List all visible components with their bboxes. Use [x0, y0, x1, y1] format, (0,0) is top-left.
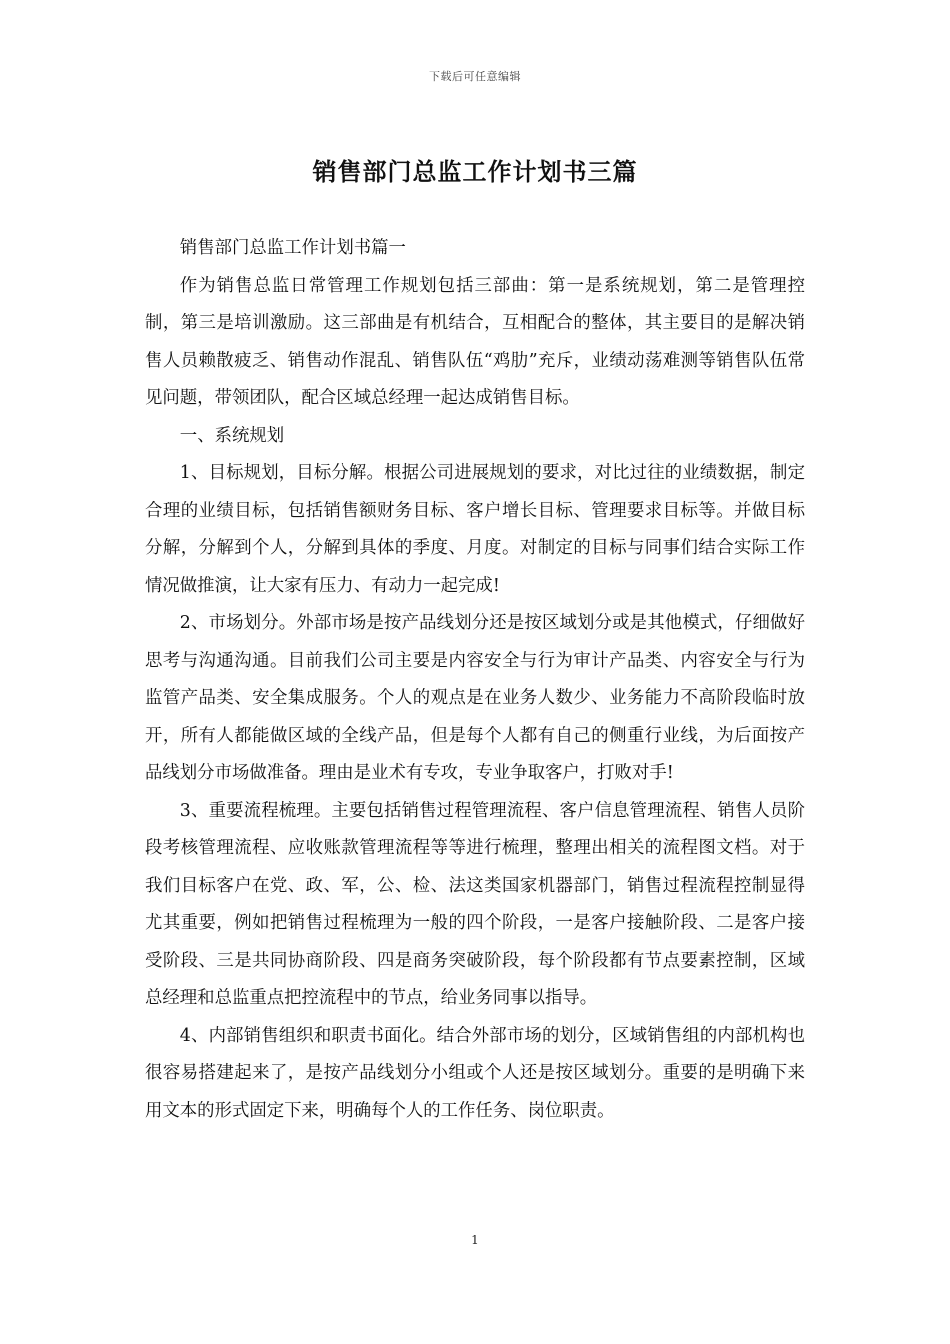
paragraph-process-review: 3、重要流程梳理。主要包括销售过程管理流程、客户信息管理流程、销售人员阶段考核管理流程、应收账款管理流程等等进行梳理，整理出相关的流程图文档。对于我们目标客户在党、政、军，公、检、法这类国家机器部门，销售过程流程控制显得尤其重要，例如把销售过程梳理为一般的四个阶段，一是客户接触阶段、二是客户接受阶段、三是共同协商阶段、四是商务突破阶段，每个阶段都有节点要素控制，区域总经理和总监重点把控流程中的节点，给业务同事以指导。 — [145, 800, 805, 1008]
section-heading-part-one: 销售部门总监工作计划书篇一 — [179, 238, 406, 258]
document-title: 销售部门总监工作计划书三篇 — [312, 157, 638, 186]
paragraph-goal-planning: 1、目标规划，目标分解。根据公司进展规划的要求，对比过往的业绩数据，制定合理的业绩目标，包括销售额财务目标、客户增长目标、管理要求目标等。并做目标分解，分解到个人，分解到具体的季度、月度。对制定的目标与同事们结合实际工作情况做推演，让大家有压力、有动力一起完成! — [145, 463, 805, 596]
header-note: 下载后可任意编辑 — [429, 70, 521, 83]
section-heading-system-planning: 一、系统规划 — [179, 425, 285, 446]
paragraph-intro: 作为销售总监日常管理工作规划包括三部曲：第一是系统规划，第二是管理控制，第三是培训激励。这三部曲是有机结合，互相配合的整体，其主要目的是解决销售人员赖散疲乏、销售动作混乱、销售队伍“鸡肋”充斥，业绩动荡难测等销售队伍常见问题，带领团队，配合区域总经理一起达成销售目标。 — [145, 275, 805, 408]
page-number: 1 — [471, 1233, 479, 1247]
paragraph-internal-organization: 4、内部销售组织和职责书面化。结合外部市场的划分，区域销售组的内部机构也很容易搭建起来了，是按产品线划分小组或个人还是按区域划分。重要的是明确下来用文本的形式固定下来，明确每个人的工作任务、岗位职责。 — [145, 1025, 805, 1121]
document-body — [145, 230, 805, 1130]
paragraph-market-division: 2、市场划分。外部市场是按产品线划分还是按区域划分或是其他模式，仔细做好思考与沟通沟通。目前我们公司主要是内容安全与行为审计产品类、内容安全与行为监管产品类、安全集成服务。个人的观点是在业务人数少、业务能力不高阶段临时放开，所有人都能做区域的全线产品，但是每个人都有自己的侧重行业线，为后面按产品线划分市场做准备。理由是业术有专攻，专业争取客户，打败对手! — [145, 613, 805, 783]
